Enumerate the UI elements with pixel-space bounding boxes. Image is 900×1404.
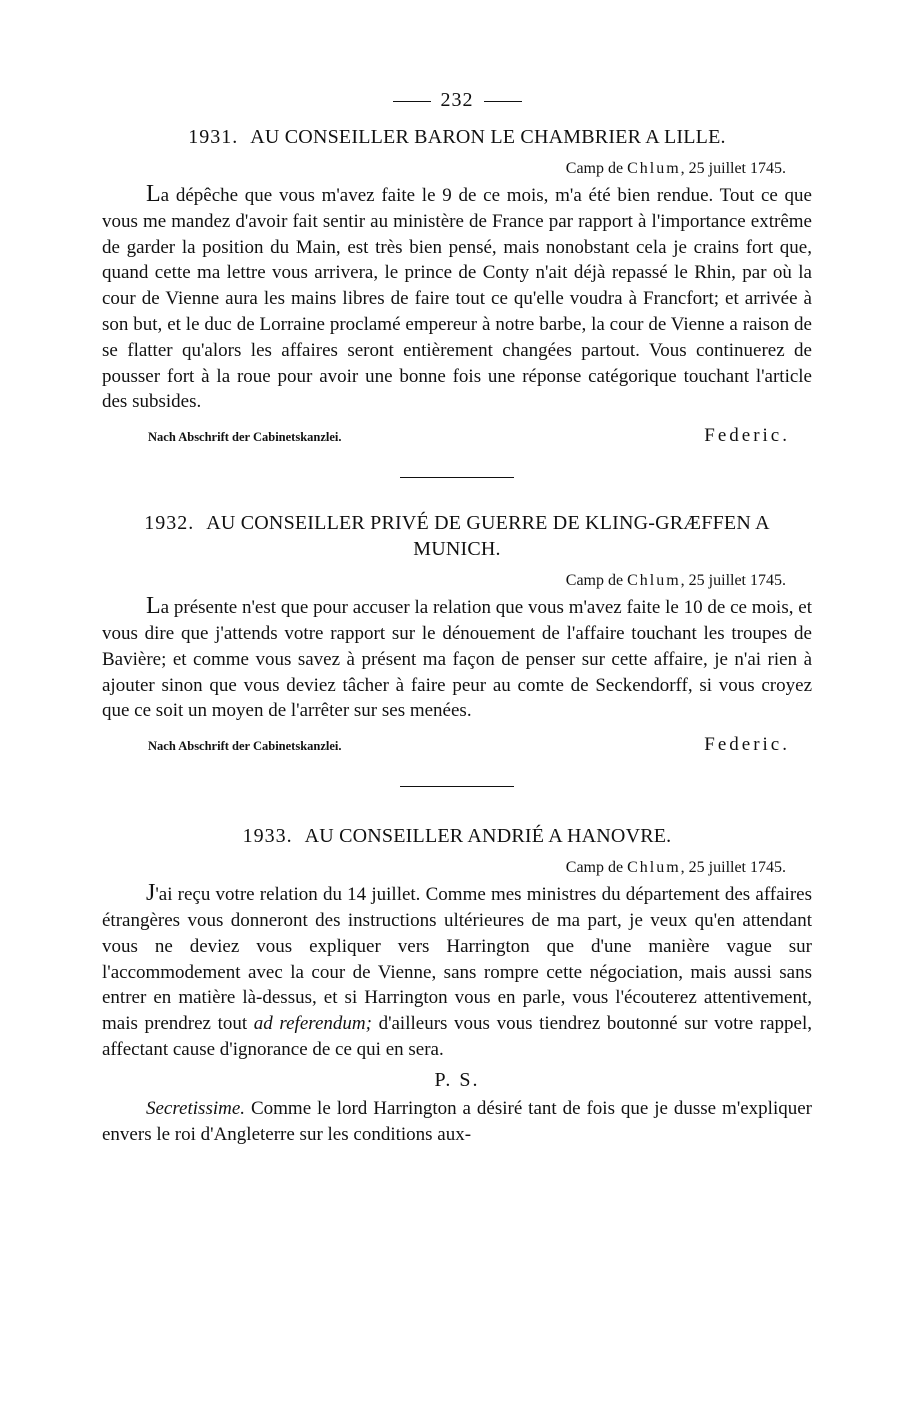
letter-text: 'ai reçu votre relation du 14 juillet. Comme mes ministres du département des affaires étrangères vous donneront des instructions ultérieures de ma part, je veux qu'en attendant vous ne deviez vous expliquer vers Harrington que d'une manière vague sur l'accommodement avec la cour de Vienne, sans rompre cette négociation, mais aussi sans entrer en matière là-dessus, et si Harrington vous en parle, vous l'écouterez attentivement, mais prendrez tout bbox=[102, 884, 812, 1035]
dateline-prefix: Camp de bbox=[565, 859, 628, 877]
letter-1931-heading bbox=[102, 124, 812, 150]
letter-text-italic: ad referendum; bbox=[253, 1013, 372, 1035]
page-number-line bbox=[102, 86, 812, 114]
letter-text-continued: d'ailleurs vous vous tiendrez boutonné sur votre rappel, affectant cause d'ignorance de ce qui en sera. bbox=[102, 1013, 812, 1060]
section-divider bbox=[400, 477, 514, 478]
dateline-date: , 25 juillet 1745. bbox=[680, 859, 786, 877]
letter-title: AU CONSEILLER PRIVÉ DE GUERRE DE KLING-GRÆFFEN A MUNICH. bbox=[206, 512, 770, 561]
letter-number: 1932. bbox=[144, 512, 195, 535]
dateline-prefix: Camp de bbox=[565, 160, 628, 177]
page-number-dash-left bbox=[393, 101, 431, 102]
letter-number: 1931. bbox=[188, 126, 239, 148]
letter-1933-body bbox=[102, 881, 812, 1063]
signature: Federic. bbox=[704, 734, 790, 756]
dateline-date: , 25 juillet 1745. bbox=[680, 572, 786, 590]
letter-title: AU CONSEILLER BARON LE CHAMBRIER A LILLE. bbox=[250, 126, 726, 148]
page bbox=[102, 86, 812, 1147]
letter-1932-signature-line bbox=[102, 734, 812, 756]
dateline-date: , 25 juillet 1745. bbox=[680, 160, 786, 177]
letter-1931-body bbox=[102, 182, 812, 415]
postscript-body bbox=[102, 1096, 812, 1148]
dateline-place: Chlum bbox=[627, 572, 681, 590]
letter-1932-dateline bbox=[102, 570, 812, 592]
letter-text: a dépêche que vous m'avez faite le 9 de ce mois, m'a été bien rendue. Tout ce que vous me mandez d'avoir fait sentir au ministère de France par rapport à l'importance extrême de garder la position du Main, est très bien pensé, mais nonobstant cela je crains fort que, quand cette ma lettre vous arrivera, le prince de Conty n'ait déjà repassé le Rhin, par où la cour de Vienne aura les mains libres de faire tout ce qu'elle voudra à Francfort; et arrivée à son but, et le duc de Lorraine proclamé empereur à notre barbe, la cour de Vienne a raison de se flatter qu'alors les affaires seront entièrement changées partout. Vous continuerez de pousser fort à la roue pour avoir une bonne fois une réponse catégorique touchant l'article des subsides. bbox=[102, 185, 812, 413]
letter-1931-dateline bbox=[102, 158, 812, 180]
letter-1931-signature-line bbox=[102, 425, 812, 447]
letter-1932-heading bbox=[102, 510, 812, 562]
page-number-dash-right bbox=[484, 101, 522, 102]
letter-title: AU CONSEILLER ANDRIÉ A HANOVRE. bbox=[304, 825, 672, 848]
postscript-text: Comme le lord Harrington a désiré tant de fois que je dusse m'expliquer envers le roi d'Angleterre sur les conditions aux- bbox=[102, 1097, 812, 1145]
dateline-place: Chlum bbox=[627, 859, 681, 877]
page-number: 232 bbox=[440, 89, 474, 111]
lead-letter: J bbox=[146, 880, 156, 907]
section-divider bbox=[400, 786, 514, 787]
postscript-label: P. S. bbox=[434, 1068, 480, 1091]
letter-1933-dateline bbox=[102, 857, 812, 879]
letter-1932-body bbox=[102, 594, 812, 724]
lead-letter: L bbox=[146, 181, 161, 207]
lead-letter: L bbox=[146, 593, 161, 620]
source-note: Nach Abschrift der Cabinetskanzlei. bbox=[148, 430, 342, 445]
letter-text: a présente n'est que pour accuser la relation que vous m'avez faite le 10 de ce mois, et vous dire que j'attends votre rapport sur le dénouement de l'affaire touchant les troupes de Bavière; et comme vous savez à présent ma façon de penser sur cette affaire, je n'ai rien à ajouter sinon que vous deviez tâcher à faire peur au comte de Seckendorff, si vous croyez que ce soit un moyen de l'arrêter sur ses menées. bbox=[102, 597, 812, 722]
source-note: Nach Abschrift der Cabinetskanzlei. bbox=[148, 739, 342, 754]
postscript-italic: Secretissime. bbox=[146, 1097, 246, 1119]
letter-1933-heading bbox=[102, 823, 812, 849]
dateline-prefix: Camp de bbox=[565, 572, 628, 590]
letter-number: 1933. bbox=[242, 825, 293, 848]
signature: Federic. bbox=[704, 425, 790, 447]
dateline-place: Chlum bbox=[627, 160, 681, 177]
